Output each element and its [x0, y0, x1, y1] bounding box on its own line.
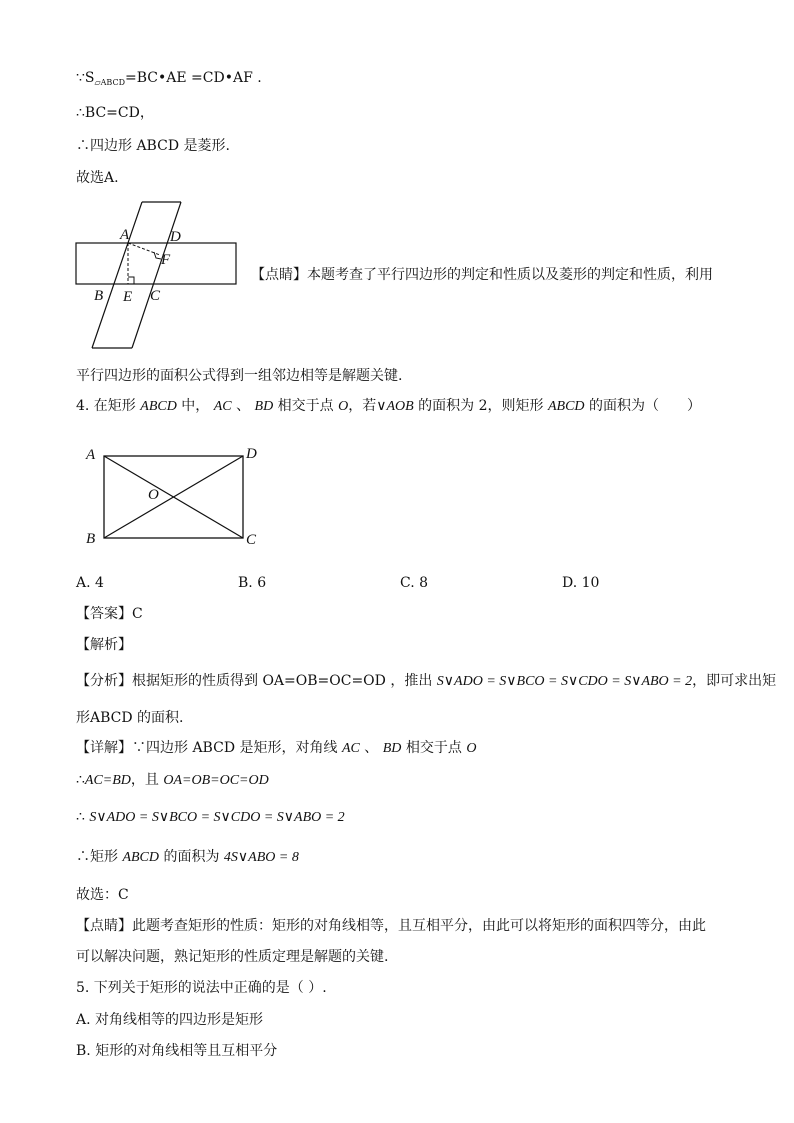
q4-dianjing-line1: 【点睛】此题考查矩形的性质：矩形的对角线相等，且互相平分，由此可以将矩形的面积四等分，由此 [76, 918, 706, 934]
q4-fenxi-line2: 形ABCD 的面积. [76, 710, 184, 726]
prev-line-rhombus: ∴四边形 ABCD 是菱形. [76, 138, 230, 154]
q4-stem [76, 397, 701, 416]
fig2-label-c: C [246, 532, 257, 548]
q4-stem-c: 、 [231, 398, 255, 414]
q4-step2 [76, 808, 345, 827]
q4-fenxi-a: 【分析】根据矩形的性质得到 OA=OB=OC=OD ，推出 [76, 673, 437, 689]
fig1-label-e: E [123, 289, 133, 305]
q4-step1-b: AC=BD [84, 773, 131, 788]
q4-stem-b: 中， [176, 398, 214, 414]
fig1-height-af [128, 243, 160, 255]
q4-stem-aob: AOB [386, 399, 414, 414]
q4-step1-c: ，且 [130, 772, 164, 788]
q4-step1-a: ∴ [76, 772, 85, 788]
q4-step2-a: ∴ [76, 809, 90, 825]
q4-dianjing-line2: 可以解决问题，熟记矩形的性质定理是解题的关键. [76, 949, 389, 965]
q4-option-b[interactable]: B. 6 [238, 575, 267, 591]
fig2-label-b: B [86, 531, 96, 547]
q4-answer: 【答案】C [76, 606, 143, 622]
q4-fenxi-b: ，即可求出矩 [692, 673, 777, 689]
fig1-right-slant [132, 202, 181, 348]
q4-step3-eq: 4S∨ABO = 8 [223, 850, 299, 865]
figure-rectangle-diagonals [80, 440, 270, 555]
q4-jiexi: 【解析】 [76, 637, 132, 653]
q4-option-a[interactable]: A. 4 [76, 575, 104, 591]
q4-xiangjie-bd: BD [382, 741, 402, 756]
q4-xiangjie-o: O [466, 741, 477, 756]
fig2-label-a: A [86, 447, 96, 463]
q5-option-b[interactable]: B. 矩形的对角线相等且互相平分 [76, 1043, 278, 1059]
q4-step1 [76, 771, 269, 790]
fig1-right-angle-f [154, 252, 161, 259]
q4-stem-ac: AC [213, 399, 232, 414]
prev-line-choose: 故选A. [76, 170, 119, 186]
q4-fenxi-line1 [76, 672, 776, 691]
fig1-left-slant [92, 202, 142, 348]
q4-step3-a: ∴矩形 [76, 849, 123, 865]
q4-xiangjie [76, 739, 476, 758]
prev-line-area-sub: ▱ABCD [94, 78, 125, 87]
prev-dianjing-line2: 平行四边形的面积公式得到一组邻边相等是解题关键. [76, 368, 403, 384]
q4-option-c[interactable]: C. 8 [400, 575, 429, 591]
fig1-label-d: D [170, 229, 181, 245]
q4-stem-abcd: ABCD [140, 399, 177, 414]
fig1-label-c: C [150, 288, 161, 304]
q4-stem-g: 的面积为（ ） [584, 398, 701, 414]
fig1-right-angle-e [128, 277, 134, 284]
q4-stem-e: ，若∨ [348, 398, 387, 414]
q4-stem-d: 相交于点 [273, 398, 339, 414]
fig1-label-a: A [120, 227, 130, 243]
q4-step3-abcd: ABCD [122, 850, 160, 865]
fig1-label-b: B [94, 288, 104, 304]
q5-option-a[interactable]: A. 对角线相等的四边形是矩形 [76, 1012, 264, 1028]
q5-stem: 5. 下列关于矩形的说法中正确的是（ ）. [76, 980, 327, 996]
q4-stem-abcd2: ABCD [547, 399, 585, 414]
q4-step3-b: 的面积为 [159, 849, 224, 865]
q4-step2-eq: S∨ADO = S∨BCO = S∨CDO = S∨ABO = 2 [89, 810, 345, 825]
fig2-label-o: O [148, 487, 159, 503]
fig2-label-d: D [246, 446, 257, 462]
q4-stem-o: O [338, 399, 349, 414]
prev-line-bc-cd: ∴BC=CD， [76, 105, 154, 121]
q4-choose: 故选：C [76, 887, 129, 903]
prev-line-area-a: ∵S [76, 70, 95, 86]
q4-option-d[interactable]: D. 10 [562, 575, 600, 591]
prev-line-area-b: =BC•AE =CD•AF . [125, 70, 262, 86]
q4-fenxi-eq: S∨ADO = S∨BCO = S∨CDO = S∨ABO = 2 [436, 674, 693, 689]
q4-xiangjie-a: 【详解】∵四边形 ABCD 是矩形，对角线 [76, 740, 342, 756]
prev-line-area [76, 69, 262, 92]
q4-step1-d: OA=OB=OC=OD [163, 773, 269, 788]
q4-stem-a: 4. 在矩形 [76, 398, 141, 414]
q4-stem-f: 的面积为 2，则矩形 [413, 398, 548, 414]
q4-xiangjie-c: 相交于点 [401, 740, 467, 756]
q4-xiangjie-ac: AC [341, 741, 360, 756]
fig1-label-f: F [161, 252, 171, 268]
q4-xiangjie-b: 、 [359, 740, 383, 756]
q4-step3 [76, 848, 299, 867]
prev-dianjing-line1: 【点睛】本题考查了平行四边形的判定和性质以及菱形的判定和性质，利用 [251, 267, 713, 283]
q4-stem-bd: BD [254, 399, 274, 414]
figure-strip-parallelogram [70, 195, 245, 355]
